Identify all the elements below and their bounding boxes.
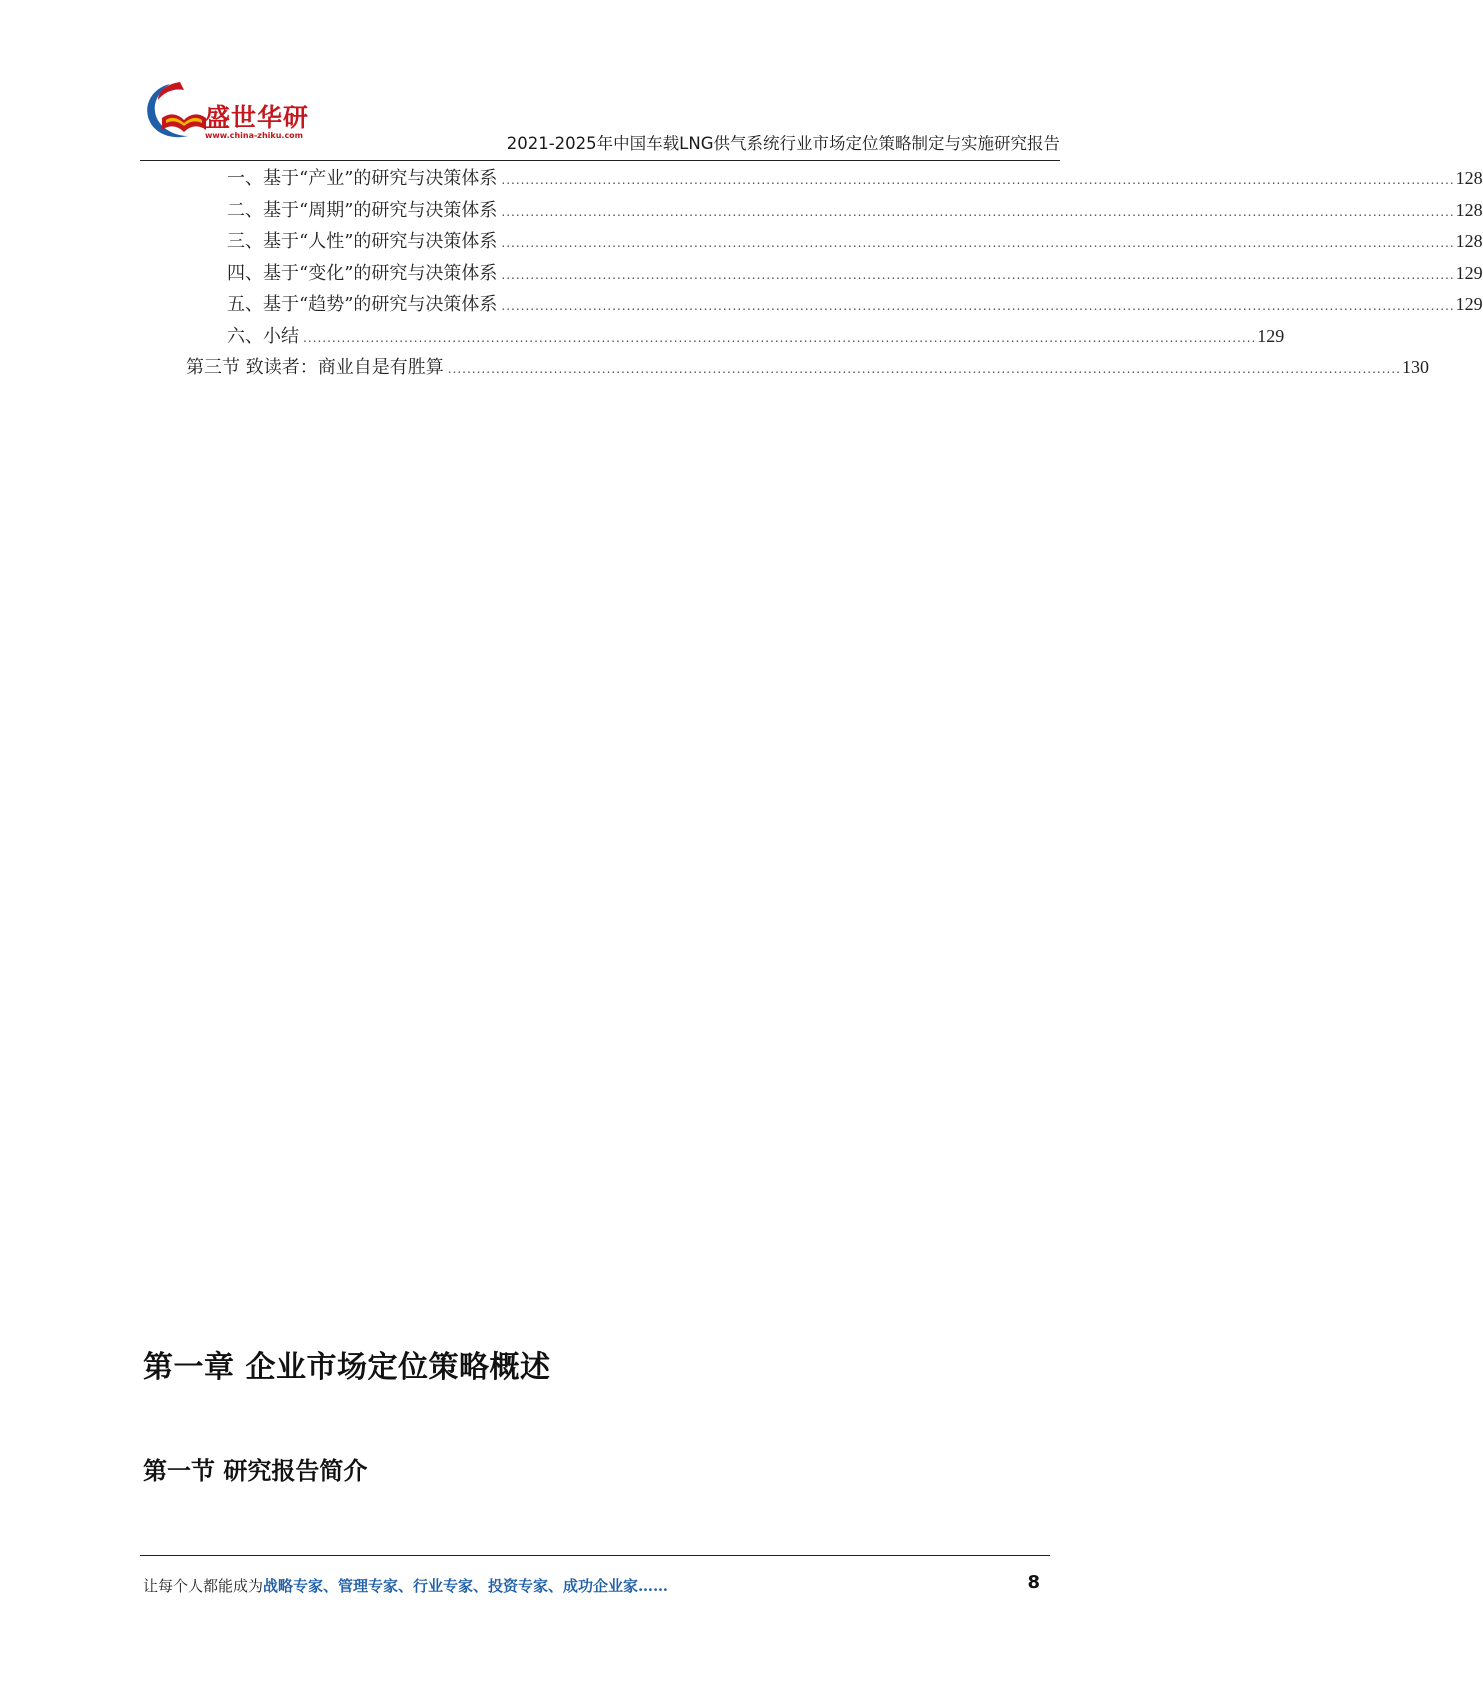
toc-entry[interactable] [140,289,1483,321]
toc-entry-label: 五、基于“趋势”的研究与决策体系 [227,294,498,315]
toc-leader-dots: ...................................................................................................................................................................................................... [501,267,1455,282]
toc-entry[interactable] [140,226,1483,258]
toc-entry-label: 六、小结 [227,325,299,347]
toc-entry-page: 128 [1455,168,1483,188]
toc-leader-dots: ...................................................................................................................................................................................................... [501,236,1455,250]
toc-entry-page: 128 [1455,199,1483,220]
toc-leader-dots: ...................................................................................................................................................................................................... [501,204,1455,219]
header-divider [140,160,1060,161]
toc-entry[interactable] [140,321,1285,353]
toc-entry[interactable] [140,163,1483,195]
toc-entry-page: 129 [1455,294,1483,314]
footer-slogan-roles: 战略专家、管理专家、行业专家、投资专家、成功企业家…… [263,1577,669,1595]
toc-entry-page: 128 [1455,231,1483,251]
table-of-contents [140,163,1483,384]
chapter-title: 第一章 企业市场定位策略概述 [143,1350,551,1385]
toc-entry-label: 第三节 致读者：商业自是有胜算 [186,357,444,378]
toc-leader-dots: ...................................................................................................................................................................................................... [501,173,1455,187]
toc-leader-dots: ...................................................................................................................................................................................................... [303,330,1257,345]
toc-leader-dots: ...................................................................................................................................................................................................... [501,299,1455,313]
toc-entry-page: 129 [1257,325,1285,346]
toc-entry-label: 四、基于“变化”的研究与决策体系 [227,262,498,284]
footer-slogan-prefix: 让每个人都能成为 [143,1577,264,1595]
toc-entry-label: 三、基于“人性”的研究与决策体系 [227,231,498,252]
section-title: 第一节 研究报告简介 [143,1457,368,1485]
toc-entry-label: 二、基于“周期”的研究与决策体系 [227,199,498,221]
page-header [140,78,1060,164]
report-title: 2021-2025年中国车载LNG供气系统行业市场定位策略制定与实施研究报告 [506,134,1060,153]
logo-name: 盛世华研 [205,103,310,132]
toc-leader-dots: ...................................................................................................................................................................................................... [447,362,1401,376]
toc-entry[interactable] [140,258,1483,290]
toc-entry-page: 129 [1455,262,1483,283]
company-logo [140,78,310,148]
footer-slogan [143,1575,668,1596]
logo-url: www.china-zhiku.com [205,131,304,140]
page-number: 8 [1027,1572,1040,1593]
toc-entry[interactable] [140,352,1429,384]
logo-emblem-icon [140,78,210,148]
toc-entry[interactable] [140,195,1483,227]
toc-entry-page: 130 [1402,357,1429,377]
footer-divider [140,1555,1050,1556]
toc-entry-label: 一、基于“产业”的研究与决策体系 [227,168,498,189]
